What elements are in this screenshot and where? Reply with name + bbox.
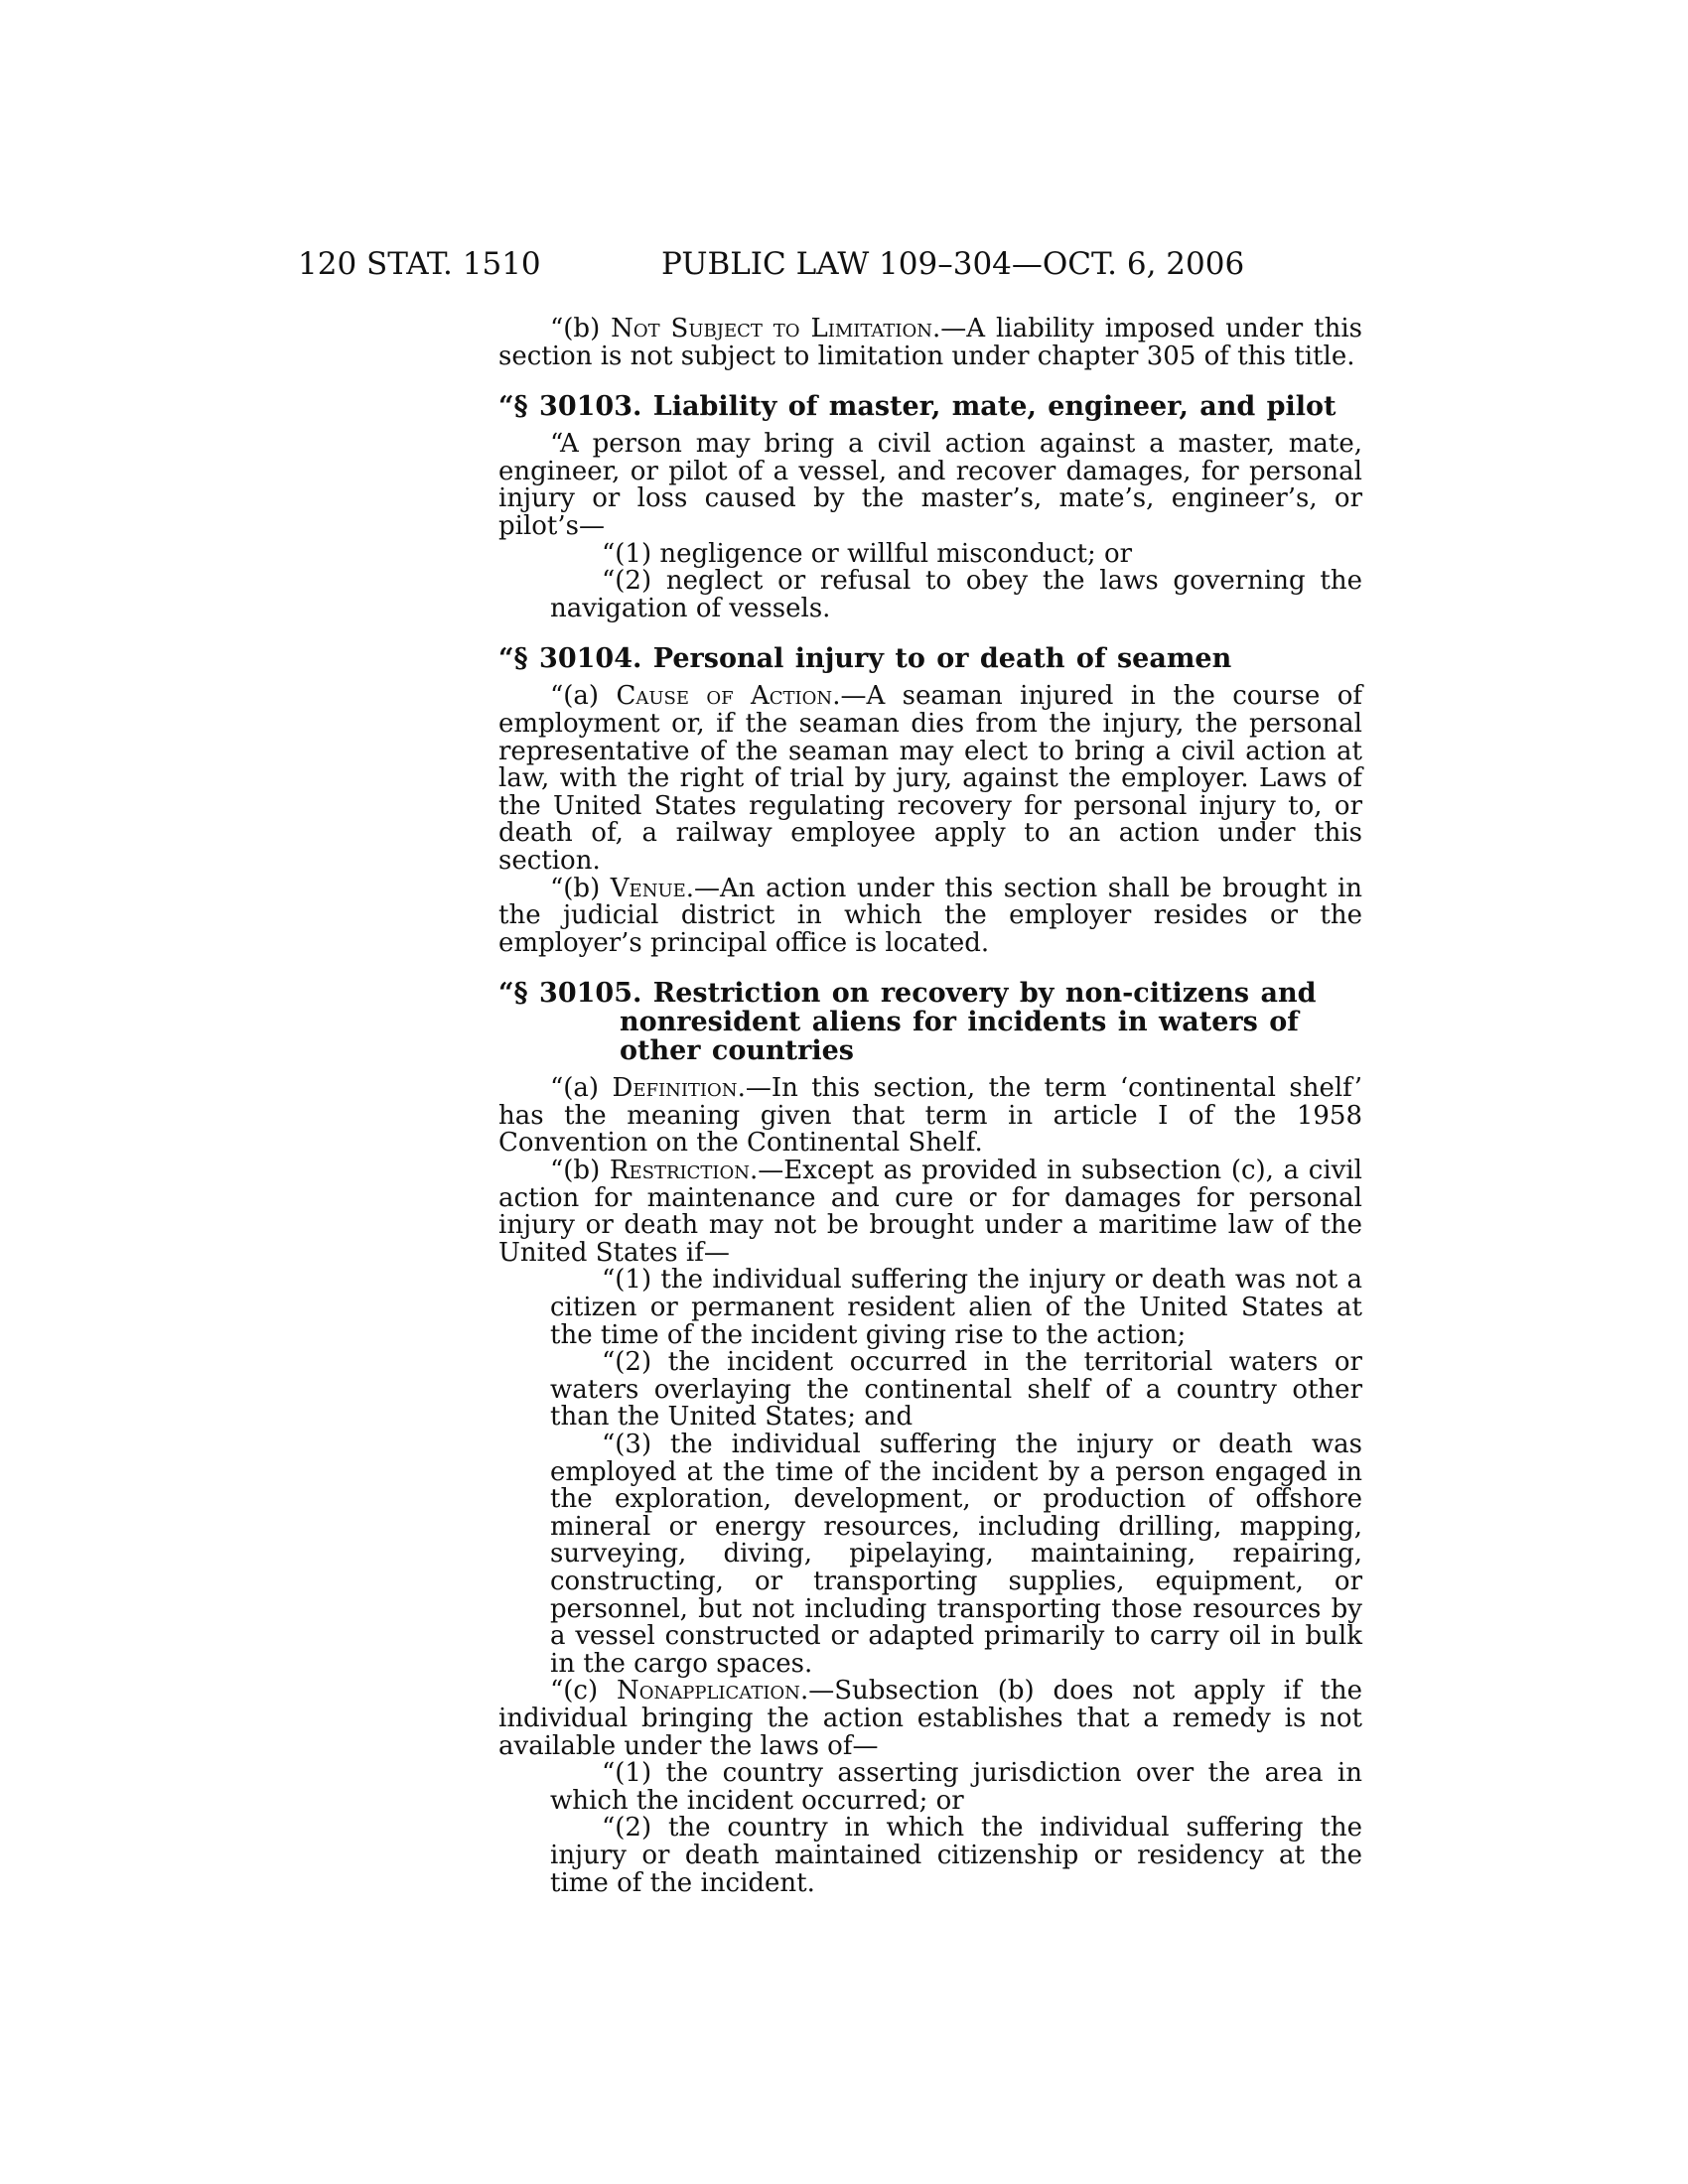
section-30105-subsection-b: “(b) Restriction.—Except as provided in subsection (c), a civil action for maintenance and cure or for damages for personal injury or death may not be brought under a maritime law of the United States if— — [498, 1156, 1362, 1268]
law-title: PUBLIC LAW 109–304—OCT. 6, 2006 — [661, 246, 1245, 282]
document-body — [498, 316, 1362, 1897]
section-30104-subsection-a: “(a) Cause of Action.—A seaman injured in the course of employment or, if the seaman dies from the injury, the personal representative of the seaman may elect to bring a civil action at law, with the right of trial by jury, against the employer. Laws of the United States regulating recovery for personal injury to, or death of, a railway employee apply to an action under this section. — [498, 681, 1362, 876]
section-30105-c-item-2: “(2) the country in which the individual suffering the injury or death maintained citizenship or residency at the time of the incident. — [550, 1813, 1362, 1898]
section-30103-intro: “A person may bring a civil action against a master, mate, engineer, or pilot of a vessel, and recover damages, for personal injury or loss caused by the master’s, mate’s, engineer’s, or pilot’s— — [498, 429, 1362, 541]
section-30104-subsection-b: “(b) Venue.—An action under this section shall be brought in the judicial district in which the employer resides or the employer’s principal office is located. — [498, 873, 1363, 958]
page-header — [298, 246, 1370, 286]
section-30105-b-item-2: “(2) the incident occurred in the territorial waters or waters overlaying the continental shelf of a country other than the United States; and — [550, 1347, 1362, 1433]
section-30105-b-item-1: “(1) the individual suffering the injury or death was not a citizen or permanent resident alien of the United States at the time of the incident giving rise to the action; — [550, 1265, 1362, 1350]
section-30105-b-item-3: “(3) the individual suffering the injury or death was employed at the time of the incident by a person engaged in the exploration, development, or production of offshore mineral or energy resources, including drilling, mapping, surveying, diving, pipelaying, maintaining, repairing, constructing, or transporting supplies, equipment, or personnel, but not including transporting those resources by a vessel constructed or adapted primarily to carry oil in bulk in the cargo spaces. — [550, 1430, 1362, 1679]
stat-reference: 120 STAT. 1510 — [298, 246, 541, 282]
section-30103-item-2: “(2) neglect or refusal to obey the laws governing the navigation of vessels. — [550, 566, 1362, 623]
section-30105-subsection-c: “(c) Nonapplication.—Subsection (b) does not apply if the individual bringing the action establishes that a remedy is not available under the laws of— — [498, 1676, 1362, 1761]
section-30105-c-item-1: “(1) the country asserting jurisdiction over the area in which the incident occurred; or — [550, 1758, 1362, 1816]
section-30105-subsection-a: “(a) Definition.—In this section, the term ‘continental shelf’ has the meaning given that term in article I of the 1958 Convention on the Continental Shelf. — [498, 1073, 1362, 1159]
subsection-b-not-subject-to-limitation: “(b) Not Subject to Limitation.—A liability imposed under this section is not subject to limitation under chapter 305 of this title. — [498, 314, 1362, 371]
section-heading-30104: “§ 30104. Personal injury to or death of seamen — [498, 643, 1232, 675]
section-30103-item-1: “(1) negligence or willful misconduct; or — [602, 538, 1133, 569]
section-heading-30105: “§ 30105. Restriction on recovery by non-citizens and nonresident aliens for incidents in waters of other countries — [498, 978, 1317, 1067]
section-heading-30103: “§ 30103. Liability of master, mate, engineer, and pilot — [498, 391, 1336, 423]
